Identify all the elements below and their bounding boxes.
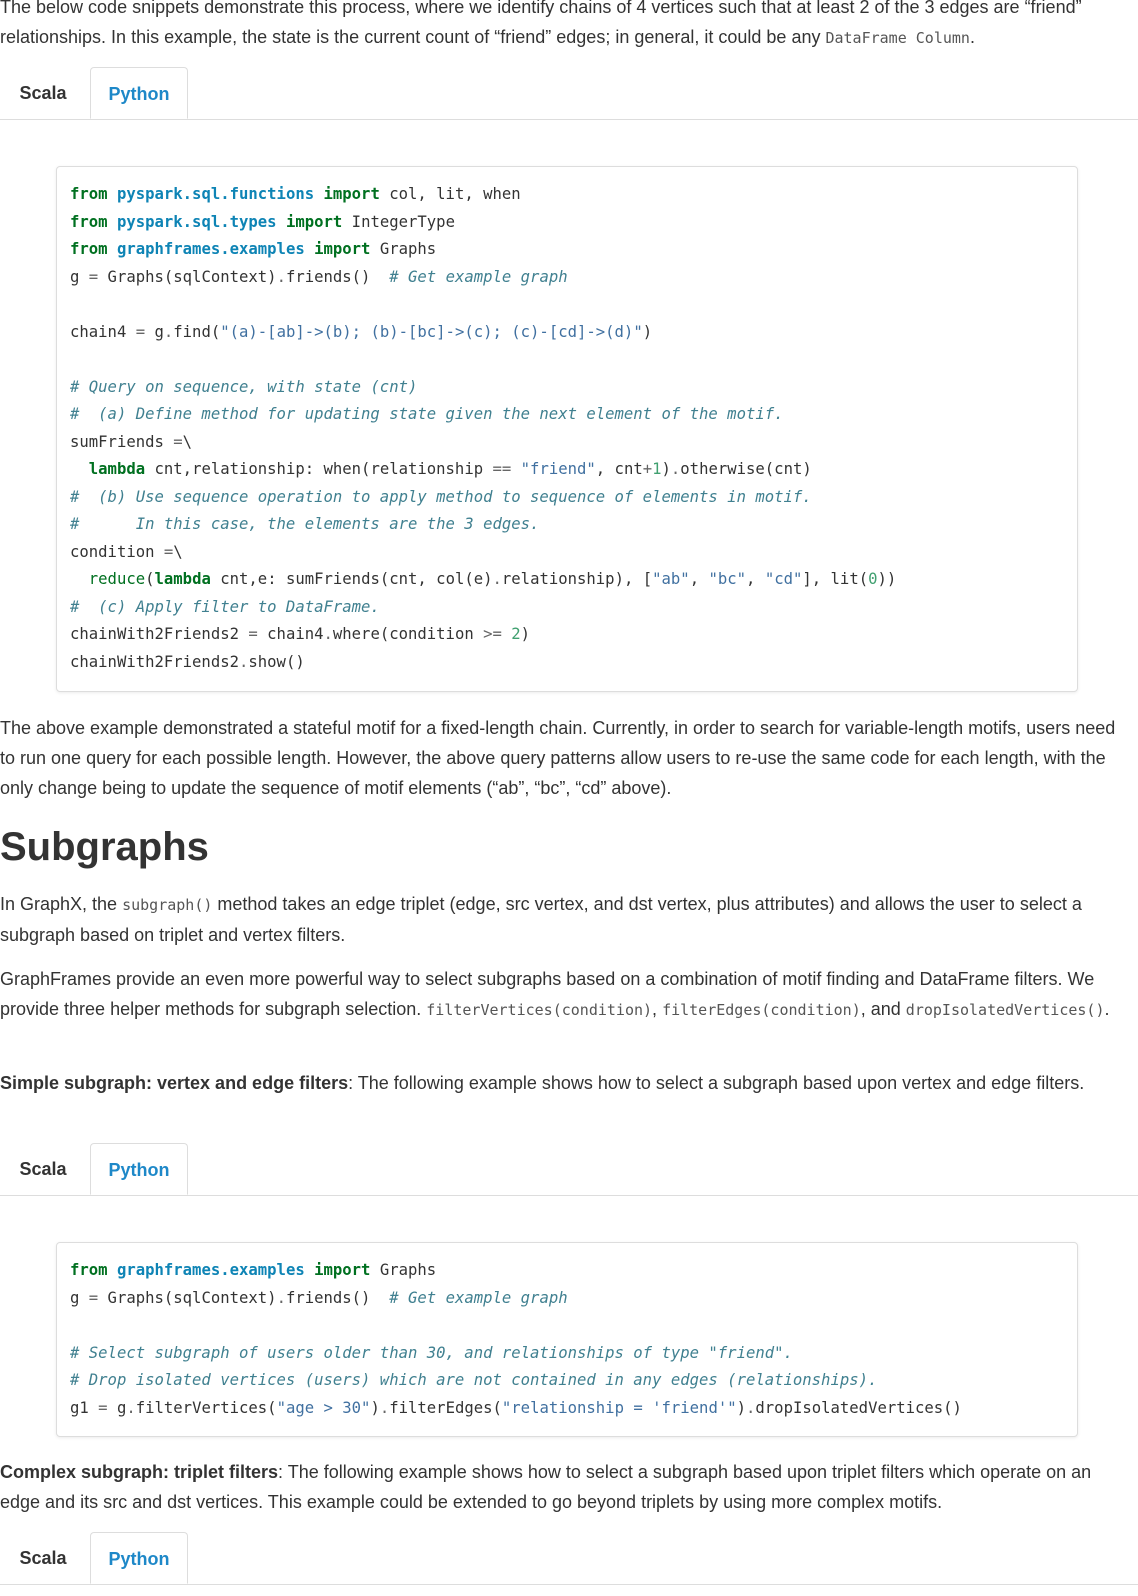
paragraph-text: . — [1104, 999, 1110, 1019]
code-token: otherwise(cnt) — [680, 460, 812, 478]
code-string: "age > 30" — [276, 1398, 371, 1417]
code-token: . — [379, 1398, 390, 1417]
code-token: from — [70, 1261, 108, 1279]
code-block-python-subgraph — [56, 1242, 1078, 1437]
tab-scala[interactable]: Scala — [19, 1548, 67, 1568]
code-token: )) — [877, 570, 897, 588]
code-token: g — [70, 1288, 89, 1307]
code-token: = — [248, 625, 258, 643]
code-token: import — [323, 185, 380, 203]
paragraph-text: , — [652, 999, 663, 1019]
code-token: . — [670, 460, 681, 478]
code-token: Graphs(sqlContext) — [98, 1288, 277, 1307]
code-token: . — [746, 1398, 756, 1417]
paragraph-complex-subgraph — [0, 1457, 1120, 1517]
code-token: cnt,relationship: when(relationship — [145, 460, 493, 478]
code-token — [511, 460, 520, 478]
code-token: pyspark.sql.types — [116, 212, 277, 231]
inline-code-filter-vertices: filterVertices(condition) — [426, 1001, 653, 1019]
code-token: chainWith2Friends2 — [70, 652, 239, 671]
code-string: "friend" — [520, 460, 596, 478]
code-token: . — [492, 570, 502, 588]
code-comment: # Select subgraph of users older than 30, and relationships of type "friend". — [70, 1343, 793, 1362]
code-token: IntegerType — [342, 212, 455, 231]
code-token: Graphs — [370, 240, 437, 258]
code-token: . — [276, 267, 286, 286]
paragraph-variable-length-motifs: The above example demonstrated a stateful motif for a fixed-length chain. Currently, in order to search for variable-length motifs, users need to run one query for each possible length. However, the above query patterns allow users to re-use the same code for each length, with the only change being to update the sequence of motif elements (“ab”, “bc”, “cd” above). — [0, 718, 1116, 798]
code-number: 2 — [511, 625, 521, 643]
code-token: = — [135, 322, 146, 341]
code-token: find( — [173, 322, 221, 341]
code-comment: # Query on sequence, with state (cnt) — [70, 377, 418, 396]
code-comment: # Get example graph — [389, 1288, 568, 1307]
code-token: ) — [642, 322, 653, 341]
code-block-python-motif — [56, 166, 1078, 692]
code-token: . — [323, 625, 333, 643]
code-token: ) — [736, 1398, 747, 1417]
paragraph-text: method takes an edge triplet (edge, src vertex, and dst vertex, plus attributes) and allows the user to select a subgraph based on triplet and vertex filters. — [0, 894, 1082, 945]
paragraph-text: , and — [860, 999, 906, 1019]
code-string: "(a)-[ab]->(b); (b)-[bc]->(c); (c)-[cd]->(d)" — [220, 322, 643, 341]
code-token: condition — [70, 542, 164, 561]
code-token: = — [163, 542, 174, 561]
code-builtin: reduce — [88, 570, 146, 588]
code-comment: # (b) Use sequence operation to apply method to sequence of elements in motif. — [70, 487, 812, 506]
paragraph-helper-methods — [0, 964, 1120, 1025]
code-token: \ — [173, 542, 183, 561]
code-token: friends() — [285, 1288, 390, 1307]
code-token: from — [70, 212, 108, 231]
code-comment: # (a) Define method for updating state given the next element of the motif. — [70, 405, 784, 423]
code-token: graphframes.examples — [116, 240, 305, 258]
code-comment: # (c) Apply filter to DataFrame. — [70, 597, 380, 616]
inline-code-subgraph: subgraph() — [122, 896, 213, 914]
code-token: ) — [520, 625, 531, 643]
code-token: lambda — [154, 570, 211, 588]
paragraph-graphx-subgraph — [0, 889, 1120, 950]
code-token: , — [689, 570, 709, 588]
code-token: = — [88, 267, 99, 286]
code-listing — [70, 181, 1064, 676]
code-token: friends() — [285, 267, 390, 286]
code-token: ], lit( — [802, 570, 869, 588]
code-token: ) — [661, 460, 671, 478]
code-token: filterEdges( — [389, 1398, 502, 1417]
tab-scala[interactable]: Scala — [19, 1159, 67, 1179]
tab-python[interactable]: Python — [90, 1143, 188, 1195]
code-token: g — [70, 267, 89, 286]
inline-code-filter-edges: filterEdges(condition) — [662, 1001, 861, 1019]
code-token: import — [314, 1261, 371, 1279]
code-token: g1 — [70, 1398, 99, 1417]
code-token: import — [285, 212, 343, 231]
inline-code-drop-isolated-vertices: dropIsolatedVertices() — [905, 1001, 1105, 1019]
code-token: col, lit, when — [379, 185, 521, 203]
code-token: . — [276, 1288, 286, 1307]
code-token: ) — [370, 1398, 380, 1417]
code-token: cnt,e: sumFriends(cnt, col(e) — [210, 570, 493, 588]
code-token: import — [314, 240, 371, 258]
code-string: "bc" — [708, 570, 747, 588]
intro-text: The below code snippets demonstrate this process, where we identify chains of 4 vertices such that at least 2 of the 3 edges are “friend” relationships. In this example, the state is the current count of “friend” edges; in general, it could be any — [0, 0, 1082, 47]
language-tabs-3 — [0, 1532, 1138, 1585]
code-token: ( — [145, 570, 155, 588]
code-token: \ — [182, 432, 193, 451]
code-token: Graphs(sqlContext) — [98, 267, 277, 286]
intro-paragraph — [0, 0, 1138, 53]
code-token: graphframes.examples — [116, 1261, 305, 1279]
code-token: chain4 — [70, 322, 136, 341]
code-token: = — [88, 1288, 99, 1307]
language-tabs-2 — [0, 1143, 1138, 1196]
code-token: lambda — [88, 460, 146, 478]
code-token: show() — [248, 652, 305, 671]
code-token: dropIsolatedVertices() — [755, 1398, 962, 1417]
inline-code-dataframe-column: DataFrame Column — [825, 29, 970, 47]
code-token: sumFriends — [70, 432, 174, 451]
tab-scala[interactable]: Scala — [19, 83, 67, 103]
code-token: from — [70, 185, 108, 203]
code-token: , — [746, 570, 765, 588]
paragraph-text: In GraphX, the — [0, 894, 123, 914]
code-listing — [70, 1257, 1064, 1422]
code-token — [502, 625, 511, 643]
code-token: relationship), [ — [501, 570, 653, 588]
bold-label: Simple subgraph: vertex and edge filters — [0, 1073, 349, 1093]
paragraph-text: : The following example shows how to select a subgraph based upon triplet filters which operate on an edge and its src and dst vertices. This example could be extended to go beyond triplets by using more complex motifs. — [0, 1462, 1092, 1512]
paragraph-simple-subgraph — [0, 1068, 1120, 1098]
code-comment: # In this case, the elements are the 3 edges. — [70, 515, 540, 533]
code-token: . — [163, 322, 174, 341]
tab-python[interactable]: Python — [90, 1532, 188, 1584]
bold-label: Complex subgraph: triplet filters — [0, 1462, 279, 1482]
paragraph-text: : The following example shows how to select a subgraph based upon vertex and edge filters. — [348, 1073, 1085, 1093]
code-string: "cd" — [764, 570, 803, 588]
code-token: = — [98, 1398, 108, 1417]
code-string: "relationship = 'friend'" — [501, 1398, 737, 1417]
code-token: chainWith2Friends2 — [70, 625, 249, 643]
code-token: = — [173, 432, 183, 451]
code-string: "ab" — [652, 570, 690, 588]
code-token: where(condition — [332, 625, 484, 643]
code-indent — [70, 570, 89, 588]
code-token: pyspark.sql.functions — [116, 185, 315, 203]
code-token: from — [70, 240, 108, 258]
code-token: Graphs — [370, 1261, 437, 1279]
code-indent — [70, 460, 89, 478]
code-number: 0 — [868, 570, 878, 588]
intro-text-end: . — [969, 27, 975, 47]
code-token: filterVertices( — [135, 1398, 277, 1417]
code-token: + — [642, 460, 653, 478]
code-token: chain4 — [257, 625, 324, 643]
tab-python[interactable]: Python — [90, 67, 188, 119]
code-comment: # Get example graph — [389, 267, 568, 286]
code-token: , cnt — [595, 460, 643, 478]
code-number: 1 — [652, 460, 662, 478]
code-token: . — [239, 652, 249, 671]
language-tabs-1 — [0, 67, 1138, 120]
code-token: g — [107, 1398, 127, 1417]
code-token: >= — [483, 625, 502, 643]
code-token: . — [126, 1398, 136, 1417]
section-heading-subgraphs: Subgraphs — [0, 825, 209, 869]
paragraph-text: GraphFrames provide an even more powerful way to select subgraphs based on a combination of motif finding and DataFrame filters. We provide three helper methods for subgraph selection. — [0, 969, 1095, 1019]
code-token: g — [145, 322, 164, 341]
code-token: == — [492, 460, 512, 478]
code-comment: # Drop isolated vertices (users) which are not contained in any edges (relationships). — [70, 1371, 878, 1389]
